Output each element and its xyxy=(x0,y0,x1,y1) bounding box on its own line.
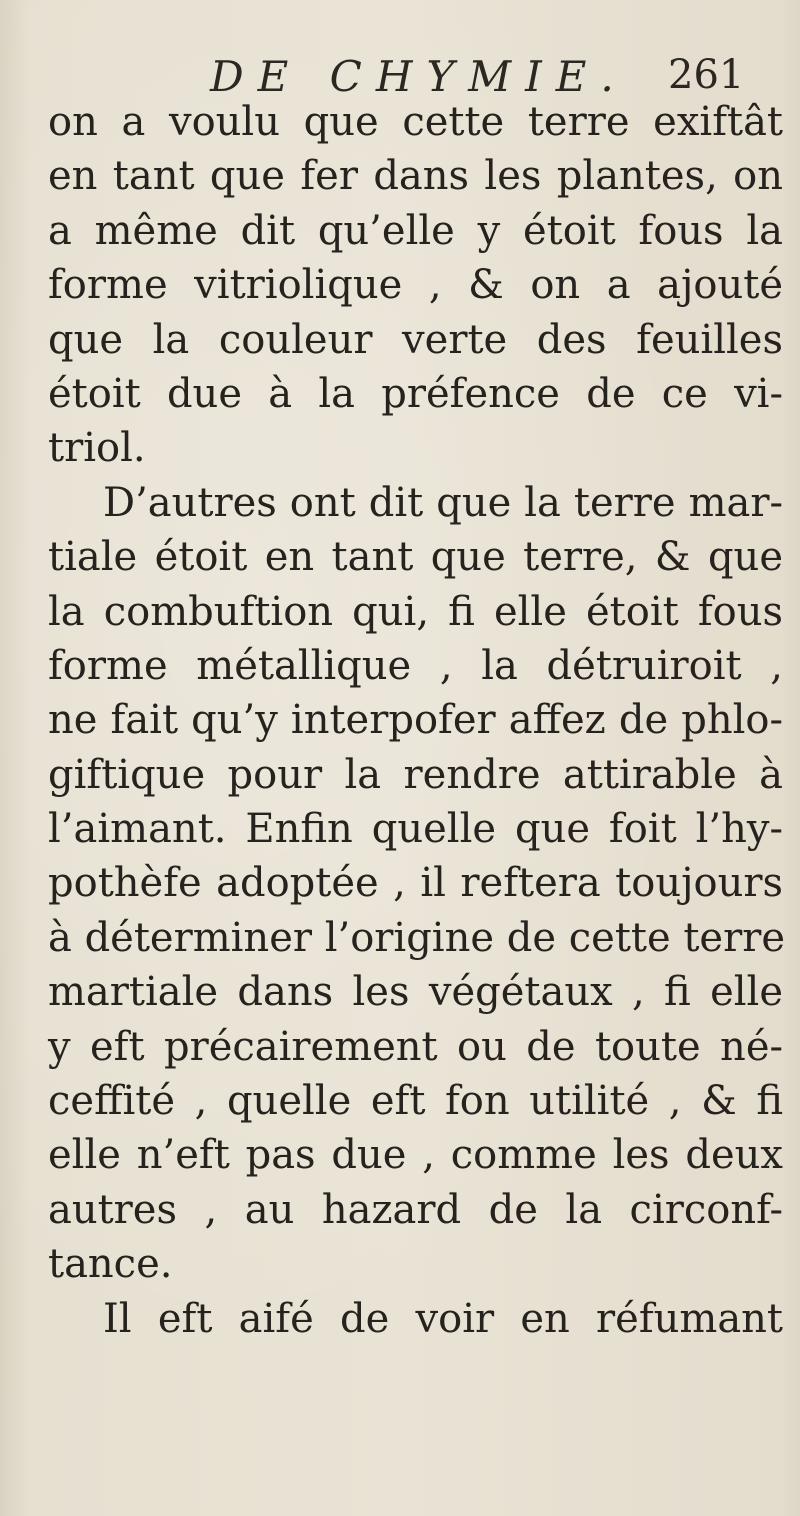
text-line: martiale dans les végétaux , fi elle xyxy=(48,969,783,1016)
text-line: en tant que fer dans les plantes, on xyxy=(48,153,783,200)
text-line: elle n’eft pas due , comme les deux xyxy=(48,1132,783,1179)
text-line: la combuftion qui, fi elle étoit fous xyxy=(48,588,783,635)
text-line: on a voulu que cette terre exiftât xyxy=(48,99,783,145)
body-text xyxy=(48,95,786,1346)
text-line: étoit due à la préfence de ce vi- xyxy=(48,370,783,417)
text-line: tance. xyxy=(48,1241,173,1288)
text-line: tiale étoit en tant que terre, & que xyxy=(48,534,783,581)
text-line: autres , au hazard de la circonf- xyxy=(48,1186,783,1233)
text-line: giftique pour la rendre attirable à xyxy=(48,751,783,798)
text-line: y eft précairement ou de toute né- xyxy=(48,1023,783,1070)
text-line: pothèfe adoptée , il reftera toujours xyxy=(48,860,783,907)
text-line: à déterminer l’origine de cette terre xyxy=(48,914,786,961)
text-line: que la couleur verte des feuilles xyxy=(48,316,783,363)
text-line: ne fait qu’y interpofer affez de phlo- xyxy=(48,697,783,744)
text-line: forme vitriolique , & on a ajouté xyxy=(48,262,783,309)
text-line: forme métallique , la détruiroit , xyxy=(48,642,783,689)
text-line: Il eft aifé de voir en réfumant xyxy=(103,1295,783,1342)
text-line: triol. xyxy=(48,425,146,472)
text-line: ceffité , quelle eft fon utilité , & fi xyxy=(48,1078,783,1125)
page-number: 261 xyxy=(668,52,745,98)
text-line: a même dit qu’elle y étoit fous la xyxy=(48,207,783,254)
text-line: l’aimant. Enfin quelle que foit l’hy- xyxy=(48,806,783,853)
running-head-title: DE CHYMIE. xyxy=(210,52,628,101)
text-line: D’autres ont dit que la terre mar- xyxy=(103,479,783,526)
